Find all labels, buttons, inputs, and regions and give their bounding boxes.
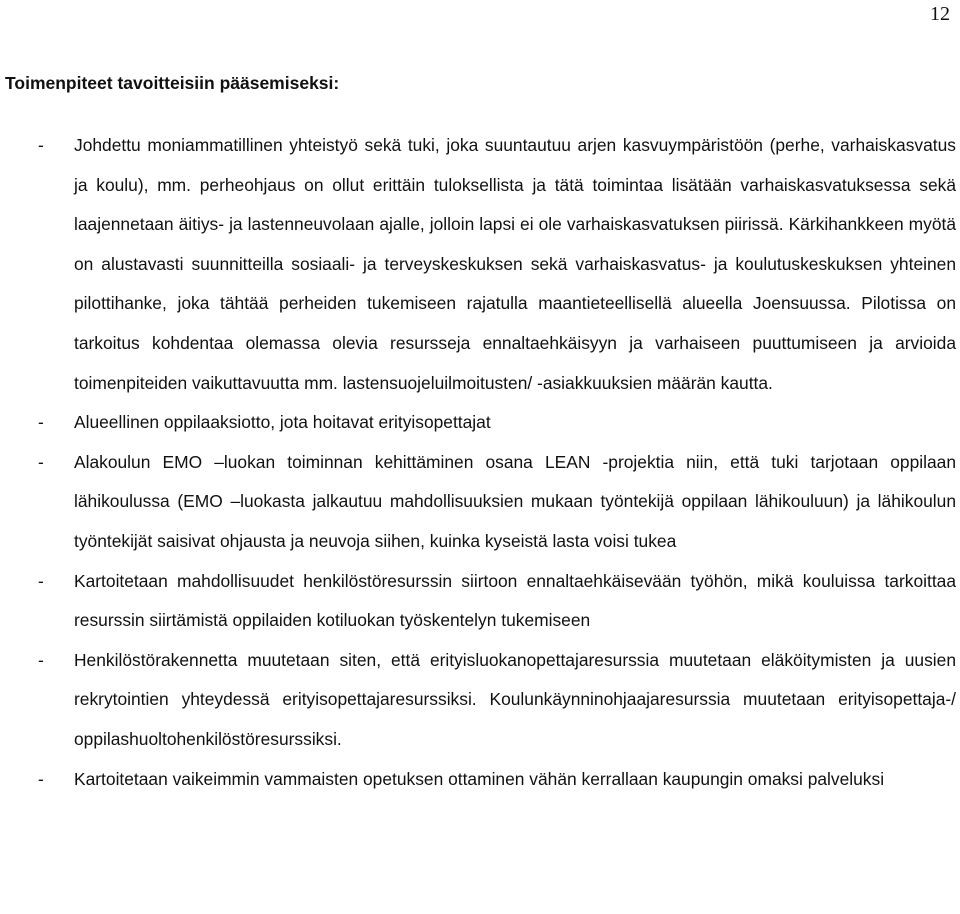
bullet-dash: - — [38, 649, 44, 670]
bullet-dash: - — [38, 570, 44, 591]
bullet-dash: - — [38, 451, 44, 472]
list-item — [0, 126, 960, 403]
list-item-text: Johdettu moniammatillinen yhteistyö sekä tuki, joka suuntautuu arjen kasvuympäristöön (perhe, varhaiskasvatus ja koulu), mm. perheohjaus on ollut erittäin tuloksellista ja tätä toimintaa lisätään varhaiskasvatuksessa sekä laajennetaan äitiys- ja lastenneuvolaan ajalle, jolloin lapsi ei ole varhaiskasvatuksen piirissä. Kärkihankkeen myötä on alustavasti suunnitteilla sosiaali- ja terveyskeskuksen sekä varhaiskasvatus- ja koulutuskeskuksen yhteinen pilottihanke, joka tähtää perheiden tukemiseen rajatulla maantieteellisellä alueella Joensuussa. Pilotissa on tarkoitus kohdentaa olemassa olevia resursseja ennaltaehkäisyyn ja varhaiseen puuttumiseen ja arvioida toimenpiteiden vaikuttavuutta mm. lastensuojeluilmoitusten/ -asiakkuuksien määrän kautta. — [74, 135, 956, 393]
list-item — [0, 443, 960, 562]
bullet-dash: - — [38, 412, 44, 433]
list-item-text: Kartoitetaan vaikeimmin vammaisten opetuksen ottaminen vähän kerrallaan kaupungin omaksi palveluksi — [74, 768, 885, 789]
measures-list — [0, 126, 960, 799]
list-item — [0, 641, 960, 760]
page-number: 12 — [930, 3, 950, 25]
list-item — [0, 760, 960, 800]
list-item — [0, 562, 960, 641]
section-heading: Toimenpiteet tavoitteisiin pääsemiseksi: — [5, 73, 340, 93]
list-item-text: Kartoitetaan mahdollisuudet henkilöstöresurssin siirtoon ennaltaehkäisevään työhön, mikä kouluissa tarkoittaa resurssin siirtämistä oppilaiden kotiluokan työskentelyn tukemiseen — [74, 570, 956, 631]
list-item-text: Alueellinen oppilaaksiotto, jota hoitavat erityisopettajat — [74, 412, 491, 433]
list-item — [0, 403, 960, 443]
list-item-text: Alakoulun EMO –luokan toiminnan kehittäminen osana LEAN -projektia niin, että tuki tarjotaan oppilaan lähikoulussa (EMO –luokasta jalkautuu mahdollisuuksien mukaan työntekijä oppilaan lähikouluun) ja lähikoulun työntekijät saisivat ohjausta ja neuvoja siihen, kuinka kyseistä lasta voisi tukea — [74, 451, 956, 551]
bullet-dash: - — [38, 768, 44, 789]
bullet-dash: - — [38, 135, 44, 155]
list-item-text: Henkilöstörakennetta muutetaan siten, että erityisluokanopettajaresurssia muutetaan eläköitymisten ja uusien rekrytointien yhteydessä erityisopettajaresurssiksi. Koulunkäynninohjaajaresurssia muutetaan erityisopettaja-/ oppilashuoltohenkilöstöresurssiksi. — [74, 649, 956, 749]
